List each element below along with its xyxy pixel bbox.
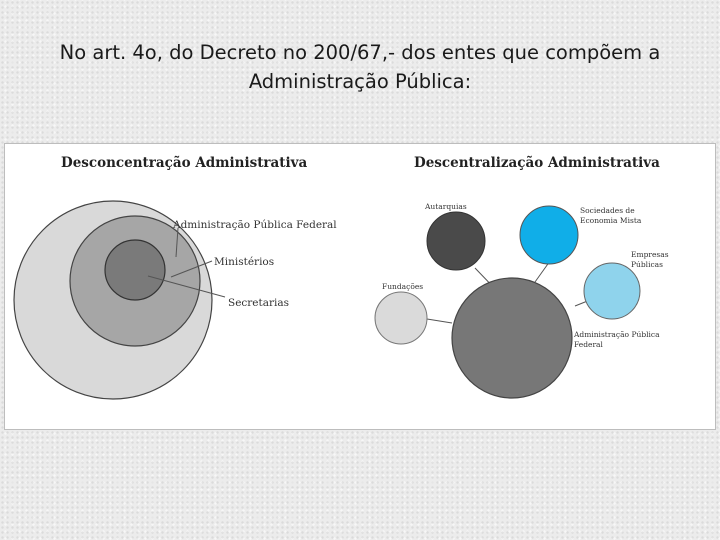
slide-title (0, 38, 720, 96)
label-secretarias: Secretarias (228, 297, 290, 309)
desconcentracao-panel (14, 155, 337, 399)
secretarias-circle (105, 240, 165, 300)
label-federal-hub-line-2: Federal (574, 340, 603, 349)
descentralizacao-panel (375, 155, 669, 398)
fundacoes-circle (375, 292, 427, 344)
autarquias-circle (427, 212, 485, 270)
diagram-figure (4, 143, 716, 430)
descentralizacao-title: Descentralização Administrativa (414, 155, 660, 171)
connector-fundacoes (427, 319, 452, 323)
label-federal: Administração Pública Federal (173, 219, 337, 231)
label-ministerios: Ministérios (214, 256, 275, 268)
federal-hub-circle (452, 278, 572, 398)
label-empresas-line-1: Empresas (631, 250, 669, 259)
diagram-svg (5, 144, 715, 429)
slide-title-line-1: No art. 4o, do Decreto no 200/67,- dos entes que compõem a (59, 41, 661, 64)
label-federal-hub-line-1: Administração Pública (574, 330, 660, 339)
label-autarquias: Autarquias (425, 202, 467, 211)
label-sociedades-line-2: Economia Mista (580, 216, 642, 225)
slide-title-line-2: Administração Pública: (248, 70, 472, 93)
label-empresas-line-2: Públicas (631, 260, 663, 269)
desconcentracao-title: Desconcentração Administrativa (61, 155, 308, 171)
empresas-circle (584, 263, 640, 319)
label-sociedades-line-1: Sociedades de (580, 206, 635, 215)
label-fundacoes: Fundações (382, 282, 424, 291)
sociedades-circle (520, 206, 578, 264)
